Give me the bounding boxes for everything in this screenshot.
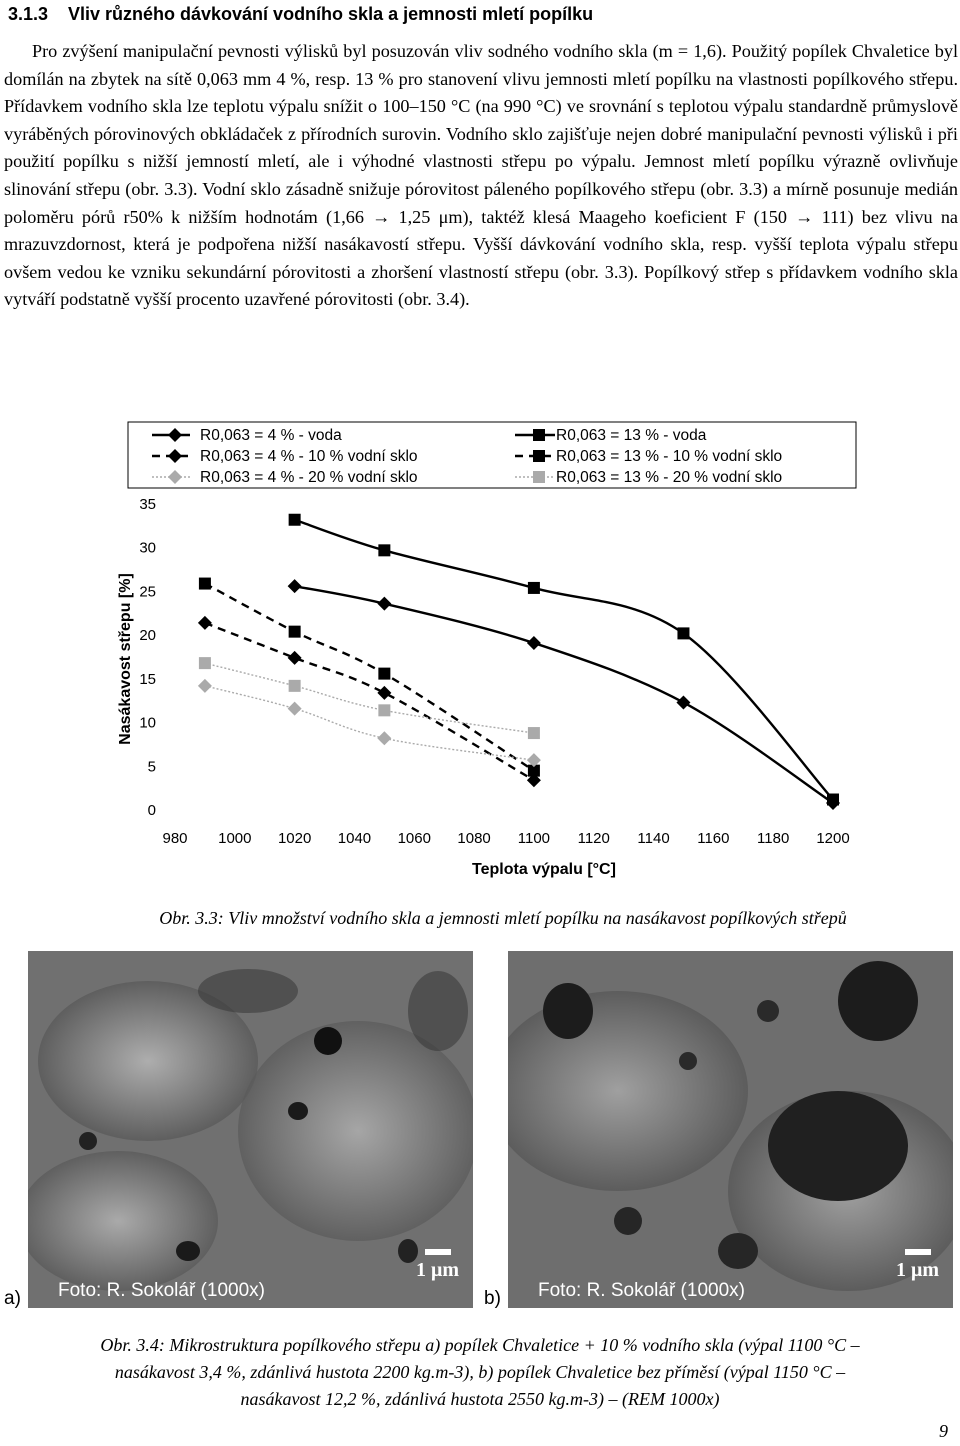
y-tick-label-6: 30	[139, 539, 156, 557]
data-point-s4-p1	[288, 702, 302, 716]
caption-3-4-line-2: nasákavost 3,4 %, zdánlivá hustota 2200 kg.m-3), b) popílek Chvaletice bez příměsí (výpal 1150 °C –	[114, 1362, 846, 1382]
x-tick-label-7: 1120	[577, 830, 610, 847]
data-point-s0-p0	[288, 579, 302, 593]
data-point-s1-p2	[528, 582, 540, 594]
data-point-s0-p1	[377, 597, 391, 611]
x-tick-label-1: 1000	[218, 830, 252, 847]
scale-label-b: 1 μm	[896, 1259, 939, 1281]
chart-container	[100, 418, 870, 886]
x-tick-label-6: 1100	[517, 830, 551, 847]
sem-texture-a	[28, 951, 473, 1308]
section-number: 3.1.3	[8, 4, 49, 24]
body-paragraph	[4, 38, 958, 314]
figure-caption-3-3: Obr. 3.3: Vliv množství vodního skla a jemnosti mletí popílku na nasákavost popílkových střepů	[159, 908, 847, 928]
series-line-2	[205, 623, 534, 780]
y-tick-label-5: 25	[139, 583, 156, 601]
panel-label-b: b)	[484, 1288, 501, 1309]
x-tick-label-0: 980	[162, 830, 188, 847]
y-axis-label: Nasákavost střepu [%]	[117, 573, 134, 745]
scale-label-a: 1 μm	[416, 1259, 459, 1281]
water-absorption-chart	[100, 418, 870, 886]
data-point-s4-p2	[377, 731, 391, 745]
legend-label-2: R0,063 = 4 % - 10 % vodní sklo	[200, 448, 418, 465]
series-line-5	[205, 663, 534, 733]
y-tick-label-3: 15	[139, 670, 156, 688]
x-tick-label-2: 1020	[277, 830, 312, 847]
x-tick-label-4: 1060	[397, 830, 431, 847]
data-point-s3-p0	[199, 578, 211, 590]
page-number: 9	[939, 1421, 948, 1441]
scale-bar-b	[896, 1249, 939, 1282]
y-tick-label-1: 5	[147, 758, 156, 776]
panel-label-a: a)	[4, 1288, 21, 1309]
y-tick-label-2: 10	[139, 714, 156, 732]
legend-label-5: R0,063 = 13 % - 20 % vodní sklo	[556, 469, 783, 486]
legend-label-3: R0,063 = 13 % - 10 % vodní sklo	[556, 448, 783, 465]
sem-photo-a	[28, 951, 473, 1308]
section-title: Vliv různého dávkování vodního skla a jemnosti mletí popílku	[68, 4, 594, 24]
section-heading	[8, 4, 593, 25]
x-tick-label-5: 1080	[457, 830, 491, 847]
data-point-s2-p0	[198, 616, 212, 630]
legend-label-1: R0,063 = 13 % - voda	[556, 427, 707, 444]
x-axis-label: Teplota výpalu [°C]	[472, 861, 616, 878]
sem-texture-b	[508, 951, 953, 1308]
legend-label-4: R0,063 = 4 % - 20 % vodní sklo	[200, 469, 418, 486]
data-point-s1-p1	[378, 544, 390, 556]
data-point-s4-p0	[198, 679, 212, 693]
x-tick-label-10: 1180	[757, 830, 790, 847]
caption-3-4-line-3: nasákavost 12,2 %, zdánlivá hustota 2550 kg.m-3) – (REM 1000x)	[240, 1389, 720, 1409]
scale-bar-a	[416, 1249, 459, 1282]
data-point-s0-p3	[676, 695, 690, 709]
x-tick-label-8: 1140	[637, 830, 670, 847]
legend-marker-1	[533, 429, 545, 441]
data-point-s1-p3	[677, 627, 689, 639]
x-tick-label-11: 1200	[816, 830, 850, 847]
data-point-s2-p2	[377, 686, 391, 700]
series-line-3	[205, 584, 534, 771]
data-point-s5-p0	[199, 657, 211, 669]
data-point-s5-p3	[528, 727, 540, 739]
series-line-0	[295, 586, 833, 803]
x-tick-label-9: 1160	[697, 830, 730, 847]
data-point-s3-p1	[289, 626, 301, 638]
scale-line-a	[425, 1249, 451, 1255]
photo-credit-a: Foto: R. Sokolář (1000x)	[58, 1280, 265, 1301]
series-line-4	[205, 686, 534, 760]
legend-marker-5	[533, 471, 545, 483]
data-point-s2-p1	[288, 651, 302, 665]
sem-photo-b	[508, 951, 953, 1308]
legend-label-0: R0,063 = 4 % - voda	[200, 427, 342, 444]
data-point-s3-p2	[378, 668, 390, 680]
y-tick-label-7: 35	[139, 496, 156, 513]
series-line-1	[295, 520, 833, 800]
data-point-s1-p0	[289, 514, 301, 526]
y-tick-label-4: 20	[139, 627, 156, 645]
y-tick-label-0: 0	[147, 802, 156, 819]
caption-3-4-line-1: Obr. 3.4: Mikrostruktura popílkového střepu a) popílek Chvaletice + 10 % vodního skla (výpal 1100 °C –	[100, 1335, 860, 1355]
body-text: Pro zvýšení manipulační pevnosti výlisků byl posuzován vliv sodného vodního skla (m = 1,6). Použitý popílek Chvaletice byl domílán na zbytek na sítě 0,063 mm 4 %, resp. 13 % pro stanovení vlivu jemnosti mletí popílku na vlastnosti popílkového střepu. Přídavkem vodního skla lze teplotu výpalu snížit o 100–150 °C (na 990 °C) ve srovnání s teplotou výpalu standardně průmyslově vyráběných pórovinových obkládaček z přírodních surovin. Vodního sklo zajišťuje nejen dobré manipulační pevnosti výlisků i při použití popílku s nižší jemností mletí, ale i výhodné vlastnosti střepu po výpalu. Jemnost mletí popílku výrazně ovlivňuje slinování střepu (obr. 3.3). Vodní sklo zásadně snižuje pórovitost páleného popílkového střepu (obr. 3.3) a mírně posunuje medián poloměru pórů r50% k nižším hodnotám (1,66 → 1,25 μm), taktéž klesá Maageho koeficient F (150 → 111) bez vlivu na mrazuvzdornost, která je podpořena nižší nasákavostí střepu. Vyšší dávkování vodního skla, resp. vyšší teplota výpalu střepu ovšem vedou ke vzniku sekundární pórovitosti a zhoršení vlastností střepu (obr. 3.3). Popílkový střep s přídavkem vodního skla vytváří podstatně vyšší procento uzavřené pórovitosti (obr. 3.4).	[4, 41, 958, 310]
figure-caption-3-4	[0, 1332, 960, 1413]
x-tick-label-3: 1040	[337, 830, 372, 847]
scale-line-b	[905, 1249, 931, 1255]
photo-credit-b: Foto: R. Sokolář (1000x)	[538, 1280, 745, 1301]
legend-marker-3	[533, 450, 545, 462]
data-point-s1-p4	[827, 794, 839, 806]
data-point-s5-p1	[289, 680, 301, 692]
data-point-s0-p2	[527, 636, 541, 650]
data-point-s5-p2	[378, 704, 390, 716]
